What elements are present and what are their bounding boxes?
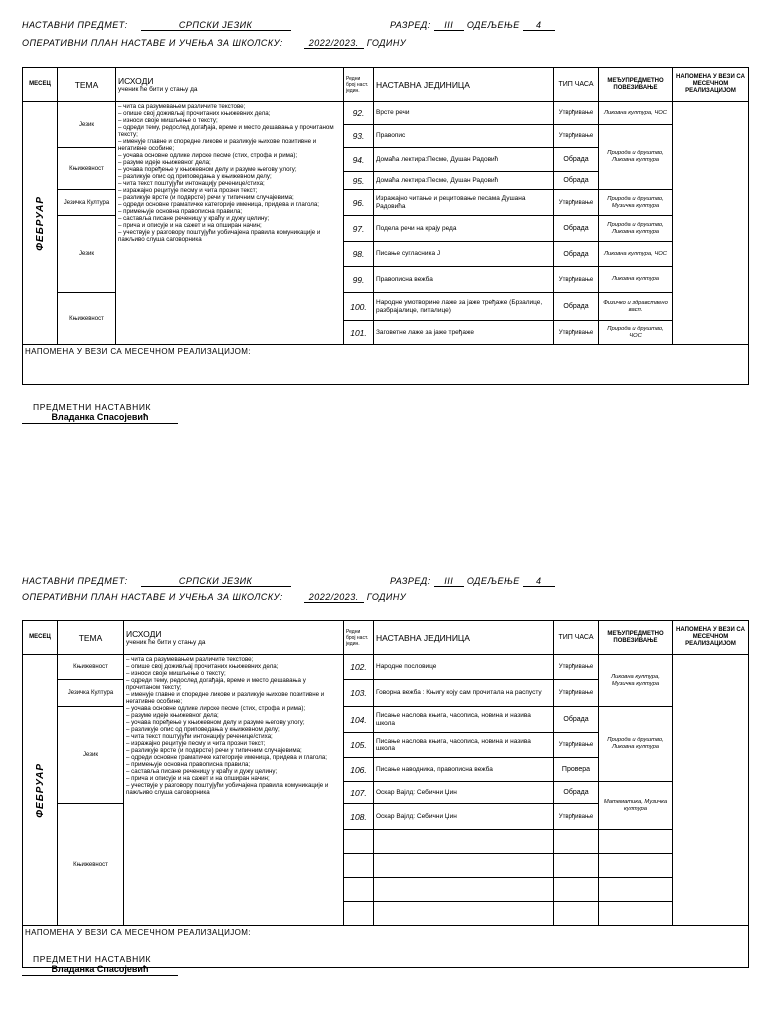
empty-cell: [599, 902, 673, 926]
topic-cell: Језичка Култура: [58, 680, 124, 707]
outcome-item: – опише свој доживљај прочитаних књижевних дела;: [118, 110, 271, 117]
outcome-item: – учествује у разговору поштујући уобичајена правила комуникације и пажљиво слуша саговорника: [126, 782, 329, 796]
outcome-item: – изражајно рецитује песму и чита прозни текст;: [118, 187, 258, 194]
outcome-item: – уочава основне одлике лирске песме (стих, строфа и рима);: [118, 152, 298, 159]
lesson-type: Утврђивање: [554, 733, 599, 758]
lesson-correlation: Природа и друштво, Ликовна култура: [599, 125, 673, 190]
lesson-num: 92.: [344, 102, 374, 125]
lesson-unit: Правописна вежба: [374, 267, 554, 293]
col-outcomes-sub: ученик ће бити у стању да: [118, 86, 198, 93]
grade-line: [390, 20, 555, 31]
empty-cell: [344, 830, 374, 854]
outcome-item: – разликује врсте (и подврсте) речи у типичним случајевима;: [118, 194, 294, 201]
month-label: ФЕБРУАР: [34, 762, 46, 818]
outcome-item: – прича и описује и на сажет и на опширан начин;: [118, 222, 262, 229]
subject-value: СРПСКИ ЈЕЗИК: [141, 576, 291, 587]
lesson-type: Обрада: [554, 707, 599, 733]
monthly-note: НАПОМЕНА У ВЕЗИ СА МЕСЕЧНОМ РЕАЛИЗАЦИЈОМ:: [23, 345, 749, 385]
lesson-correlation: Ликовна култура, Музичка култура: [599, 655, 673, 707]
outcome-item: – уочава поређење у књижевном делу и разуме његову улогу;: [126, 719, 305, 726]
lesson-type: Утврђивање: [554, 655, 599, 680]
outcome-item: – примењује основна правописна правила;: [126, 761, 251, 768]
lesson-num: 97.: [344, 216, 374, 242]
outcome-item: – износи своје мишљење о тексту;: [126, 670, 226, 677]
empty-cell: [599, 854, 673, 878]
outcome-item: – чита текст поштујући интонацију реченице/стиха;: [118, 180, 265, 187]
lesson-num: 106.: [344, 758, 374, 782]
outcome-item: – именује главне и споредне ликове и разликује њихове позитивне и негативне особине;: [126, 691, 325, 705]
lesson-unit: Домаћа лектира:Песме, Душан Радовић: [374, 172, 554, 190]
subject-line: [22, 20, 291, 31]
outcome-item: – чита са разумевањем различите текстове;: [118, 103, 246, 110]
outcome-item: – разликује опис од приповедања у књижевном делу;: [118, 173, 272, 180]
lesson-num: 100.: [344, 293, 374, 321]
empty-cell: [374, 854, 554, 878]
col-outcomes-sub: ученик ће бити у стању да: [126, 639, 206, 646]
lesson-num: 93.: [344, 125, 374, 148]
lesson-num: 96.: [344, 190, 374, 216]
outcome-item: – чита са разумевањем различите текстове;: [126, 656, 254, 663]
empty-cell: [599, 830, 673, 854]
lesson-num: 98.: [344, 242, 374, 267]
lesson-type: Утврђивање: [554, 321, 599, 345]
outcome-item: – разликује врсте (и подврсте) речи у типичним случајевима;: [126, 747, 302, 754]
lesson-num: 99.: [344, 267, 374, 293]
class-label: ОДЕЉЕЊЕ: [466, 20, 520, 30]
lesson-unit: Народне пословице: [374, 655, 554, 680]
note-cell: [673, 655, 749, 926]
lesson-correlation: Математика, Музичка култура: [599, 782, 673, 830]
col-outcomes-title: ИСХОДИ: [118, 76, 154, 86]
outcome-item: – одреди тему, редослед догађаја, време и место дешавања у прочитаном тексту;: [118, 124, 334, 138]
empty-cell: [554, 902, 599, 926]
lesson-unit: Подела речи на крају реда: [374, 216, 554, 242]
plan-label: ОПЕРАТИВНИ ПЛАН НАСТАВЕ И УЧЕЊА ЗА ШКОЛСКУ:: [22, 38, 283, 48]
monthly-note: НАПОМЕНА У ВЕЗИ СА МЕСЕЧНОМ РЕАЛИЗАЦИЈОМ:: [23, 926, 749, 968]
lesson-correlation: Ликовна култура, ЧОС: [599, 242, 673, 267]
outcome-item: – уочава основне одлике лирске песме (стих, строфа и рима);: [126, 705, 306, 712]
col-unit: НАСТАВНА ЈЕДИНИЦА: [374, 68, 554, 102]
lesson-num: 102.: [344, 655, 374, 680]
grade-line: [390, 576, 555, 587]
outcome-item: – именује главне и споредне ликове и разликује њихове позитивне и негативне особине;: [118, 138, 317, 152]
lesson-num: 94.: [344, 148, 374, 172]
outcome-item: – учествује у разговору поштујући уобичајена правила комуникације и пажљиво слуша саговорника: [118, 229, 321, 243]
subject-value: СРПСКИ ЈЕЗИК: [141, 20, 291, 31]
subject-label: НАСТАВНИ ПРЕДМЕТ:: [22, 20, 128, 30]
month-label: ФЕБРУАР: [34, 195, 46, 251]
lesson-type: Утврђивање: [554, 190, 599, 216]
col-outcomes: [116, 68, 344, 102]
lesson-correlation: Ликовна култура: [599, 267, 673, 293]
lesson-num: 95.: [344, 172, 374, 190]
outcome-item: – износи своје мишљење о тексту;: [118, 117, 218, 124]
col-outcomes: [124, 621, 344, 655]
plan-table-1: [22, 67, 749, 385]
col-correlation: МЕЂУПРЕДМЕТНО ПОВЕЗИВАЊЕ: [599, 621, 673, 655]
month-cell: [23, 655, 58, 926]
lesson-unit: Оскар Вајлд: Себични Џин: [374, 804, 554, 830]
lesson-type: Обрада: [554, 148, 599, 172]
lesson-type: Обрада: [554, 242, 599, 267]
empty-cell: [554, 830, 599, 854]
plan-page-2: [0, 556, 768, 1024]
lesson-type: Провера: [554, 758, 599, 782]
empty-cell: [554, 854, 599, 878]
outcomes-cell: [124, 655, 344, 926]
col-type: ТИП ЧАСА: [554, 621, 599, 655]
topic-cell: Књижевност: [58, 148, 116, 190]
teacher-label: ПРЕДМЕТНИ НАСТАВНИК: [33, 954, 152, 964]
year-value: 2022/2023.: [304, 592, 364, 603]
outcome-item: – опише свој доживљај прочитаних књижевних дела;: [126, 663, 279, 670]
topic-cell: Књижевност: [58, 293, 116, 345]
lesson-num: 105.: [344, 733, 374, 758]
lesson-num: 107.: [344, 782, 374, 804]
month-cell: [23, 102, 58, 345]
plan-page-1: [0, 0, 768, 430]
empty-cell: [374, 902, 554, 926]
outcome-item: – одреди тему, редослед догађаја, време и место дешавања у прочитаном тексту;: [126, 677, 306, 691]
lesson-correlation: Природа и друштво, ЧОС: [599, 321, 673, 345]
col-note: НАПОМЕНА У ВЕЗИ СА МЕСЕЧНОМ РЕАЛИЗАЦИЈОМ: [673, 621, 749, 655]
outcome-item: – саставља писане реченицу у краћу и дужу целину;: [126, 768, 278, 775]
lesson-num: 101.: [344, 321, 374, 345]
lesson-unit: Писање наслова књига, часописа, новина и назива школа: [374, 707, 554, 733]
outcome-item: – прича и описује и на сажет и на опширан начин;: [126, 775, 270, 782]
lesson-unit: Писање сугласника Ј: [374, 242, 554, 267]
empty-cell: [554, 878, 599, 902]
empty-cell: [599, 878, 673, 902]
lesson-correlation: Ликовна култура, ЧОС: [599, 102, 673, 125]
lesson-unit: Домаћа лектира:Песме, Душан Радовић: [374, 148, 554, 172]
lesson-unit: Оскар Вајлд: Себични Џин: [374, 782, 554, 804]
lesson-num: 103.: [344, 680, 374, 707]
outcome-item: – чита текст поштујући интонацију реченице/стиха;: [126, 733, 273, 740]
lesson-correlation: Природа и друштво, Ликовна култура: [599, 707, 673, 782]
col-month: МЕСЕЦ: [23, 621, 58, 655]
outcome-item: – изражајно рецитује песму и чита прозни текст;: [126, 740, 266, 747]
lesson-unit: Говорна вежба : Књигу коју сам прочитала на распусту: [374, 680, 554, 707]
plan-line: [22, 592, 406, 603]
plan-label: ОПЕРАТИВНИ ПЛАН НАСТАВЕ И УЧЕЊА ЗА ШКОЛСКУ:: [22, 592, 283, 602]
lesson-correlation: Физичко и здравствено васп.: [599, 293, 673, 321]
lesson-num: 104.: [344, 707, 374, 733]
lesson-unit: Писање наводника, правописна вежба: [374, 758, 554, 782]
outcome-item: – саставља писане реченицу у краћу и дужу целину;: [118, 215, 270, 222]
teacher-name: Владанка Спасојевић: [22, 412, 178, 424]
lesson-type: Обрада: [554, 172, 599, 190]
lesson-correlation: Природа и друштво, Музичка култура: [599, 190, 673, 216]
year-suffix: ГОДИНУ: [366, 38, 407, 48]
grade-value: III: [434, 576, 464, 587]
subject-label: НАСТАВНИ ПРЕДМЕТ:: [22, 576, 128, 586]
lesson-type: Утврђивање: [554, 125, 599, 148]
topic-cell: Језик: [58, 707, 124, 804]
note-cell: [673, 102, 749, 345]
class-value: 4: [523, 576, 555, 587]
outcome-item: – разуме идеје књижевног дела;: [126, 712, 219, 719]
lesson-unit: Народне умотворине лаже за јаже тређаже (Брзалице, разбрајалице, питалице): [374, 293, 554, 321]
teacher-label: ПРЕДМЕТНИ НАСТАВНИК: [33, 402, 152, 412]
col-topic: ТЕМА: [58, 621, 124, 655]
empty-cell: [344, 878, 374, 902]
empty-cell: [374, 830, 554, 854]
lesson-type: Обрада: [554, 293, 599, 321]
lesson-unit: Изражајно читање и рецитовање песама Душана Радовића: [374, 190, 554, 216]
lesson-num: 108.: [344, 804, 374, 830]
col-lesson-no: Редни број наст. једин.: [344, 68, 374, 102]
year-suffix: ГОДИНУ: [366, 592, 407, 602]
empty-cell: [344, 902, 374, 926]
topic-cell: Књижевност: [58, 655, 124, 680]
lesson-type: Утврђивање: [554, 267, 599, 293]
topic-cell: Језик: [58, 102, 116, 148]
col-lesson-no: Редни број наст. једин.: [344, 621, 374, 655]
lesson-unit: Писање наслова књига, часописа, новина и назива школа: [374, 733, 554, 758]
outcome-item: – одреди основне граматичке категорије именица, придева и глагола;: [118, 201, 320, 208]
plan-line: [22, 38, 406, 49]
topic-cell: Књижевност: [58, 804, 124, 926]
empty-cell: [374, 878, 554, 902]
lesson-type: Утврђивање: [554, 102, 599, 125]
topic-cell: Језичка Култура: [58, 190, 116, 216]
plan-table-2: [22, 620, 749, 968]
col-unit: НАСТАВНА ЈЕДИНИЦА: [374, 621, 554, 655]
empty-cell: [344, 854, 374, 878]
subject-line: [22, 576, 291, 587]
col-month: МЕСЕЦ: [23, 68, 58, 102]
class-label: ОДЕЉЕЊЕ: [466, 576, 520, 586]
lesson-unit: Врсте речи: [374, 102, 554, 125]
lesson-type: Обрада: [554, 782, 599, 804]
outcomes-cell: [116, 102, 344, 345]
col-topic: ТЕМА: [58, 68, 116, 102]
outcome-item: – примењује основна правописна правила;: [118, 208, 243, 215]
col-type: ТИП ЧАСА: [554, 68, 599, 102]
lesson-type: Обрада: [554, 216, 599, 242]
grade-value: III: [434, 20, 464, 31]
col-outcomes-title: ИСХОДИ: [126, 629, 162, 639]
lesson-correlation: Природа и друштво, Ликовна култура: [599, 216, 673, 242]
outcome-item: – разуме идеје књижевног дела;: [118, 159, 211, 166]
col-correlation: МЕЂУПРЕДМЕТНО ПОВЕЗИВАЊЕ: [599, 68, 673, 102]
outcome-item: – одреди основне граматичке категорије именица, придева и глагола;: [126, 754, 328, 761]
outcome-item: – разликује опис од приповедања у књижевном делу;: [126, 726, 280, 733]
lesson-type: Утврђивање: [554, 804, 599, 830]
year-value: 2022/2023.: [304, 38, 364, 49]
grade-label: РАЗРЕД:: [390, 576, 431, 586]
class-value: 4: [523, 20, 555, 31]
lesson-unit: Заговетне лаже за јаже тређаже: [374, 321, 554, 345]
teacher-name: Владанка Спасојевић: [22, 964, 178, 976]
topic-cell: Језик: [58, 216, 116, 293]
col-note: НАПОМЕНА У ВЕЗИ СА МЕСЕЧНОМ РЕАЛИЗАЦИЈОМ: [673, 68, 749, 102]
outcome-item: – уочава поређење у књижевном делу и разуме његову улогу;: [118, 166, 297, 173]
lesson-type: Утврђивање: [554, 680, 599, 707]
grade-label: РАЗРЕД:: [390, 20, 431, 30]
lesson-unit: Правопис: [374, 125, 554, 148]
